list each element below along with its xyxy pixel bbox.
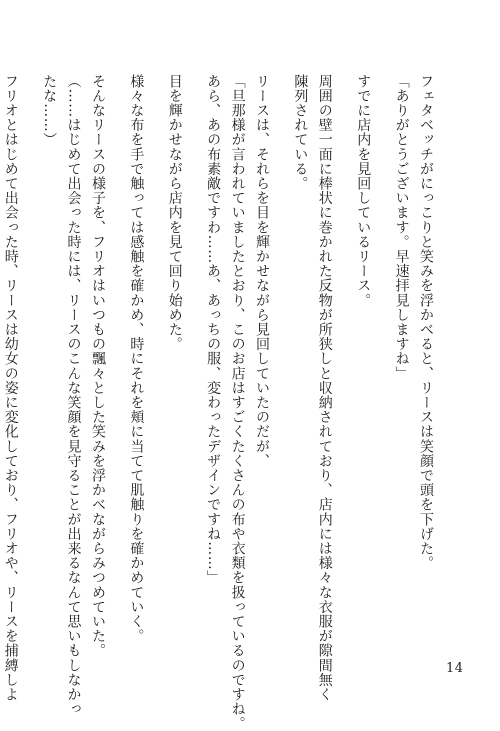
text-line: フェタベッチがにっこりと笑みを浮かべると、リースは笑顔で頭を下げた。: [418, 74, 434, 571]
text-line: 周囲の壁一面に棒状に巻かれた反物が所狭しと収納されており、店内には様々な衣服が隙間無く: [316, 74, 333, 702]
vertical-text-block: [0, 74, 452, 731]
text-line: あら、あの布素敵ですわ……あ、あっちの服、変わったデザインですね……」: [205, 74, 222, 585]
text-line: 陳列されている。: [292, 74, 309, 191]
text-line: 「ありがとうございます。早速拝見しますね」: [393, 74, 410, 381]
text-line: （……はじめて出会った時には、リースのこんな笑顔を見守ることが出来るなんて思いもしなかっ: [65, 74, 82, 717]
text-line: すでに店内を見回しているリース。: [355, 74, 372, 308]
text-line: 様々な布を手で触っては感触を確かめ、時にそれを頬に当てて肌触りを確かめていく。: [128, 74, 145, 644]
text-line: フリオとはじめて出会った時、リースは幼女の姿に変化しており、フリオや、リースを捕縛しよ: [2, 74, 19, 702]
text-line: リースは、それらを目を輝かせながら見回していたのだが、: [253, 74, 270, 469]
text-line: たな……）: [41, 74, 58, 147]
page-number: 14: [446, 661, 464, 676]
text-line: そんなリースの様子を、フリオはいつもの飄々とした笑みを浮かべながらみつめていた。: [89, 74, 106, 658]
text-line: 目を輝かせながら店内を見て回り始めた。: [166, 74, 183, 352]
text-line: 「旦那様が言われていましたとおり、このお店はすごくたくさんの布や衣類を扱っているのですね。: [229, 74, 246, 731]
